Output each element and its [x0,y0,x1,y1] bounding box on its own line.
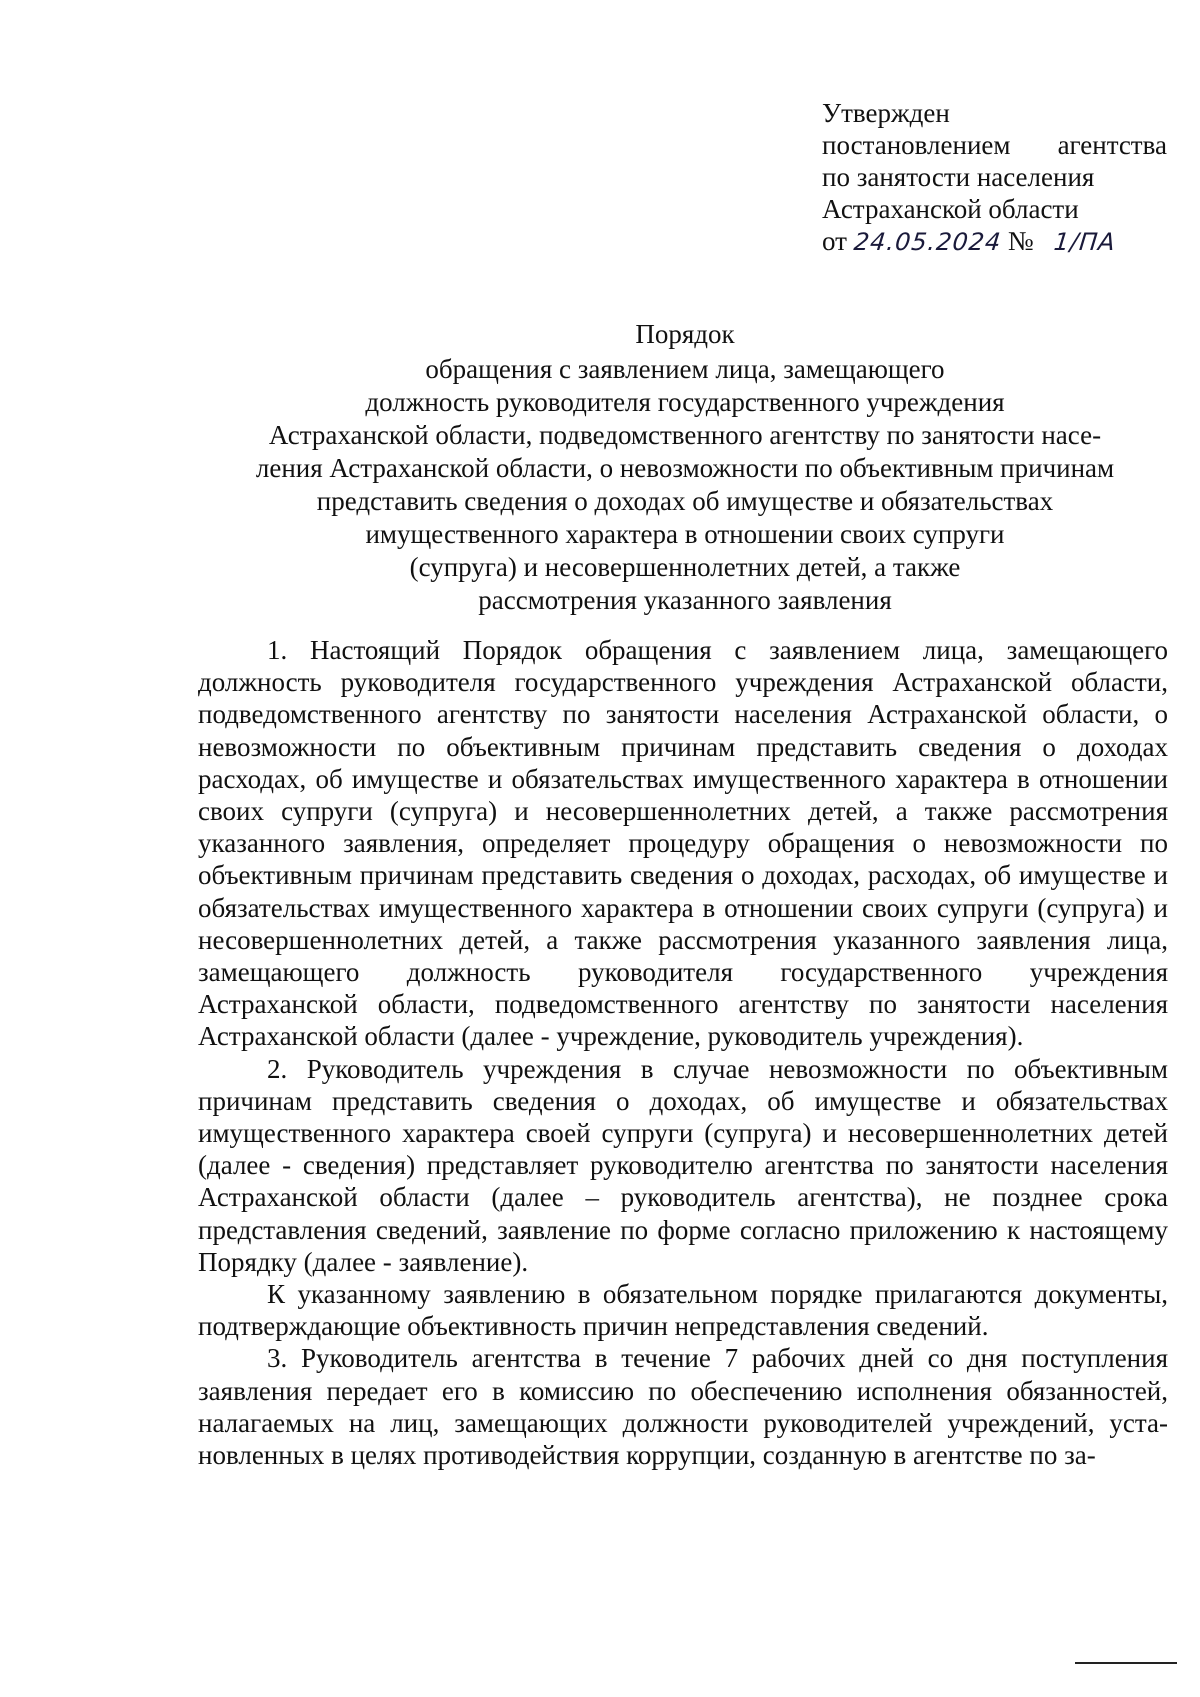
approval-agency-word: агентства [1057,130,1167,160]
title-line: обращения с заявлением лица, замещающего [425,354,945,384]
document-body [198,634,1168,1471]
title-line: имущественного характера в отношении своих супруги [365,519,1005,549]
approval-line-approved: Утвержден [822,98,950,128]
paragraph-2-attachment: К указанному заявлению в обязательном порядке прилагаются документы, подтверждающие объективность причин непредставления сведений. [198,1279,1168,1342]
document-title [190,318,1180,617]
title-line: ления Астраханской области, о невозможности по объективным причинам [255,453,1115,483]
title-line: рассмотрения указанного заявления [478,585,892,615]
handwritten-number: 1/ПА [1052,228,1118,256]
title-line: Астраханской области, подведомственного агентству по занятости насе- [268,420,1102,450]
approval-line-date-number [822,225,1172,258]
title-line: представить сведения о доходах об имуществе и обязательствах [316,486,1054,516]
approval-line-region: Астраханской области [822,194,1079,224]
approval-line-employment: по занятости населения [822,162,1095,192]
title-line: (супруга) и несовершеннолетних детей, а также [409,552,961,582]
approval-line-resolution [822,129,1167,161]
approval-stamp-block [822,97,1172,258]
title-heading: Порядок [635,319,735,349]
paragraph-2: 2. Руководитель учреждения в случае невозможности по объективным причинам представить сведения о доходах, об имуществе и обязательствах имущественного характера своей супруги (супруга) и несовершеннолетних детей (далее - сведения) представляет руководителю агентства по занятости населения Астраханской области (далее – руководитель агентства), не позднее срока представления сведений, заявление по форме согласно приложению к настоящему Порядку (далее - заявление). [198,1053,1168,1277]
paragraph-3: 3. Руководитель агентства в течение 7 рабочих дней со дня поступления заявления передает его в комиссию по обеспечению исполнения обязанностей, налагаемых на лиц, замещающих должности руководителей учреждений, установленных в целях противодействия коррупции, созданную в агентстве по за- [198,1343,1168,1471]
approval-number-label: № [1007,226,1034,256]
handwritten-date: 24.05.2024 [852,228,1003,256]
paragraph-1: 1. Настоящий Порядок обращения с заявлением лица, замещающего должность руководителя государственного учреждения Астраханской области, подведомственного агентству по занятости населения Астраханской области, о невозможности по объективным причинам представить сведения о доходах расходах, об имуществе и обязательствах имущественного характера в отношении своих супруги (супруга) и несовершеннолетних детей, а также рассмотрения указанного заявления, определяет процедуру обращения о невозможности по объективным причинам представить сведения о доходах, расходах, об имуществе и обязательствах имущественного характера в отношении своих супруги (супруга) и несовершеннолетних детей, а также рассмотрения указанного заявления лица, замещающего должность руководителя государственного учреждения Астраханской области, подведомственного агентству по занятости населения Астраханской области (далее - учреждение, руководитель учреждения). [198,635,1168,1052]
title-line: должность руководителя государственного учреждения [365,387,1005,417]
approval-date-prefix: от [822,226,847,256]
approval-resolution-word: постановлением [822,130,1011,160]
page-bottom-rule [1075,1662,1177,1664]
